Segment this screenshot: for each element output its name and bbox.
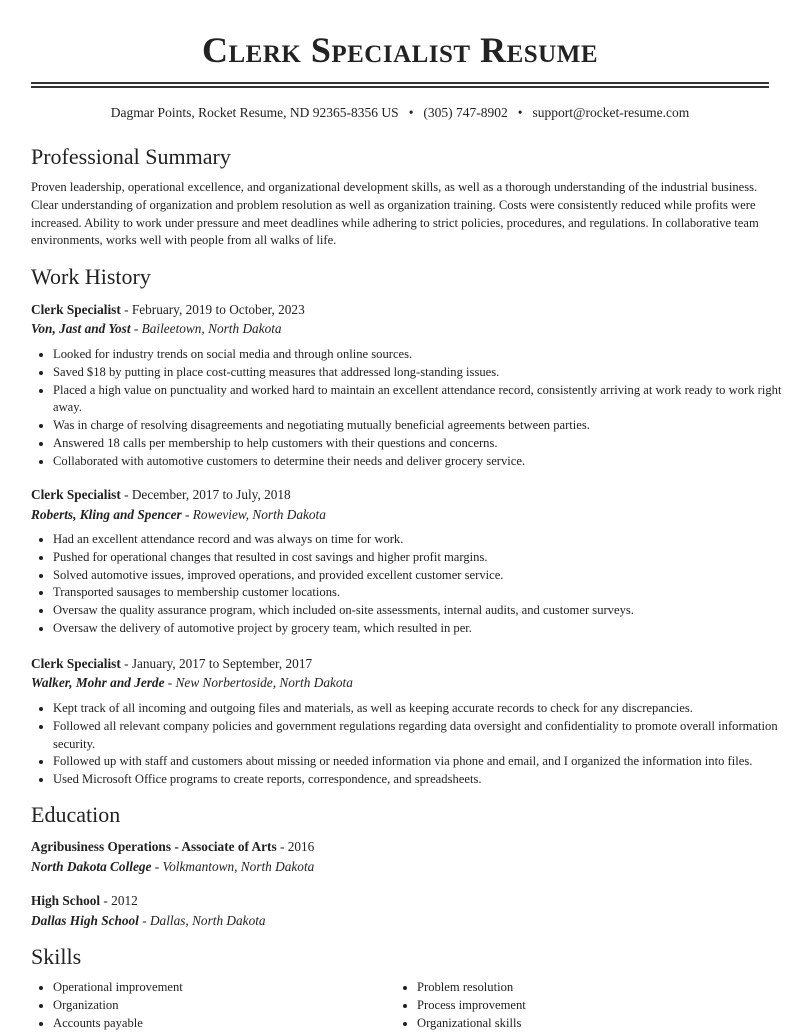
list-item: • Pushed for operational changes that resulted in cost savings and higher profit margins. <box>53 549 791 567</box>
list-item: • Transported sausages to membership customer locations. <box>53 584 791 602</box>
job-title-line <box>31 655 312 673</box>
job-title-line <box>31 301 305 319</box>
contact-separator: • <box>408 105 414 120</box>
education-heading: Education <box>31 802 121 827</box>
list-item: • Saved $18 by putting in place cost-cutting measures that addressed long-standing issues. <box>53 364 791 382</box>
list-item: • Was in charge of resolving disagreements and negotiating mutually beneficial agreements between parties. <box>53 417 791 435</box>
title-divider-bottom <box>31 86 769 88</box>
job-title: Clerk Specialist <box>31 302 121 317</box>
employer-location: - New Norbertoside, North Dakota <box>164 675 353 690</box>
list-item: • Operational improvement <box>53 979 791 997</box>
degree-name: High School <box>31 893 101 908</box>
degree-name: Agribusiness Operations - Associate of Arts <box>31 839 277 854</box>
list-item: • Kept track of all incoming and outgoing files and materials, as well as keeping accurate records to check for any discrepancies. <box>53 700 791 718</box>
contact-address: Dagmar Points, Rocket Resume, ND 92365-8356 US <box>110 105 399 120</box>
skills-list-right <box>395 979 800 1032</box>
list-item: • Followed up with staff and customers about missing or needed information via phone and email, and I organized the information into files. <box>53 753 791 771</box>
list-item: • Oversaw the delivery of automotive project by grocery team, which resulted in per. <box>53 620 791 638</box>
list-item: • Answered 18 calls per membership to help customers with their questions and concerns. <box>53 435 791 453</box>
education-degree-line <box>31 892 138 910</box>
title-divider-top <box>31 82 769 84</box>
resume-title: Clerk Specialist Resume <box>201 30 599 70</box>
job-bullets <box>31 531 791 638</box>
work-history-heading: Work History <box>31 264 151 289</box>
education-school-line <box>31 912 266 930</box>
list-item: • Looked for industry trends on social media and through online sources. <box>53 346 791 364</box>
employer-name: Von, Jast and Yost <box>31 321 131 336</box>
summary-heading: Professional Summary <box>31 144 231 169</box>
list-item: • Used Microsoft Office programs to create reports, correspondence, and spreadsheets. <box>53 771 791 789</box>
job-dates: - December, 2017 to July, 2018 <box>120 487 291 502</box>
school-location: - Dallas, North Dakota <box>138 913 266 928</box>
list-item: • Solved automotive issues, improved operations, and provided excellent customer service. <box>53 567 791 585</box>
job-dates: - January, 2017 to September, 2017 <box>120 656 313 671</box>
employer-location: - Roweview, North Dakota <box>181 507 326 522</box>
employer-name: Walker, Mohr and Jerde <box>31 675 165 690</box>
list-item: • Organization <box>53 997 791 1015</box>
education-degree-line <box>31 838 314 856</box>
contact-phone: (305) 747-8902 <box>423 105 508 120</box>
summary-text: Proven leadership, operational excellence, and organizational development skills, as well as a thorough understanding of the industrial business. Clear understanding of organization and problem resolution as well as organization training. Costs were consistently reduced while profits were increased. Ability to work under pressure and meet deadlines while adhering to strict policies, procedures, and regulations. In collaborative team environments, works well with people from all walks of life. <box>31 180 759 248</box>
employer-location: - Baileetown, North Dakota <box>130 321 282 336</box>
school-location: - Volkmantown, North Dakota <box>151 859 315 874</box>
school-name: Dallas High School <box>31 913 139 928</box>
degree-year: - 2016 <box>276 839 315 854</box>
list-item: • Placed a high value on punctuality and worked hard to maintain an excellent attendance record, consistently arriving at work ready to work right away. <box>53 382 791 418</box>
skills-heading: Skills <box>31 944 82 969</box>
list-item: • Problem resolution <box>417 979 800 997</box>
list-item: • Had an excellent attendance record and was always on time for work. <box>53 531 791 549</box>
list-item: • Followed all relevant company policies and government regulations regarding data oversight and confidentiality to promote overall information security. <box>53 718 791 754</box>
contact-email: support@rocket-resume.com <box>532 105 690 120</box>
contact-info <box>31 104 769 122</box>
education-school-line <box>31 858 314 876</box>
job-title: Clerk Specialist <box>31 656 121 671</box>
employer-line <box>31 506 326 524</box>
contact-separator: • <box>517 105 523 120</box>
list-item: • Organizational skills <box>417 1015 800 1033</box>
job-bullets <box>31 346 791 471</box>
job-title: Clerk Specialist <box>31 487 121 502</box>
list-item: • Accounts payable <box>53 1015 791 1033</box>
job-bullets <box>31 700 791 789</box>
job-title-line <box>31 486 291 504</box>
employer-name: Roberts, Kling and Spencer <box>31 507 182 522</box>
employer-line <box>31 674 353 692</box>
list-item: • Collaborated with automotive customers to determine their needs and deliver grocery service. <box>53 453 791 471</box>
job-dates: - February, 2019 to October, 2023 <box>120 302 305 317</box>
employer-line <box>31 320 282 338</box>
list-item: • Oversaw the quality assurance program, which included on-site assessments, internal audits, and customer surveys. <box>53 602 791 620</box>
list-item: • Process improvement <box>417 997 800 1015</box>
school-name: North Dakota College <box>31 859 152 874</box>
degree-year: - 2012 <box>100 893 138 908</box>
